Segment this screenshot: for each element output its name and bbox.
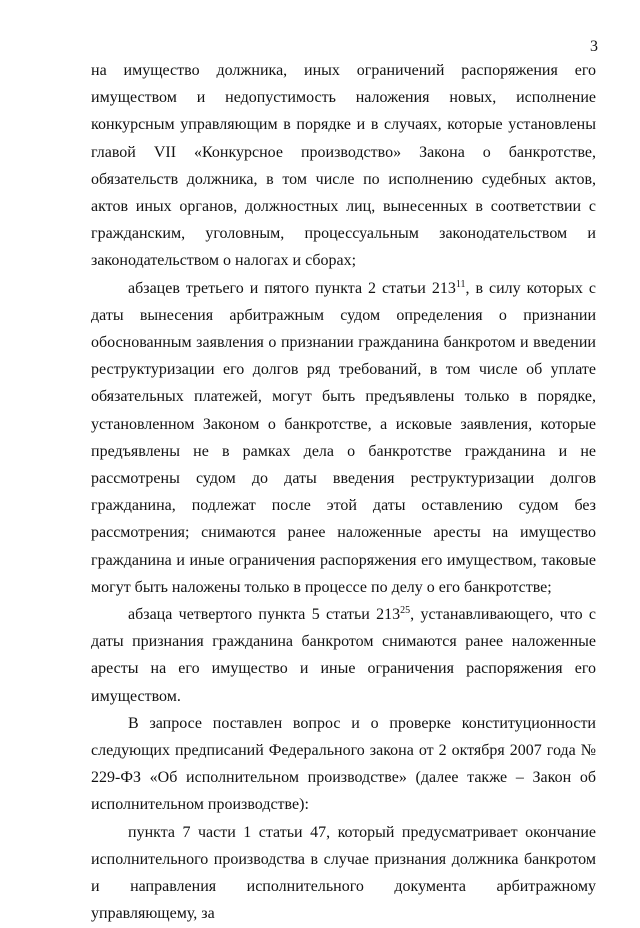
paragraph-text-end: , устанавливающего, что с даты признания гражданина банкротом снимаются ранее наложенные аресты на его имущество и иные ограничения распоряжения его имуществом. [91, 606, 596, 705]
paragraph-article-213-11 [91, 275, 596, 601]
superscript-25: 25 [400, 605, 411, 617]
paragraph-continuation: на имущество должника, иных ограничений распоряжения его имуществом и недопустимость наложения новых, исполнение конкурсным управляющим в порядке и в случаях, которые установлены главой VII «Конкурсное производство» Закона о банкротстве, обязательств должника, в том числе по исполнению судебных актов, актов иных органов, должностных лиц, вынесенных в соответствии с гражданским, уголовным, процессуальным законодательством и законодательством о налогах и сборах; [91, 62, 596, 270]
paragraph-article-213-25 [91, 601, 596, 710]
paragraph-enforcement-law: В запросе поставлен вопрос и о проверке конституционности следующих предписаний Федерального закона от 2 октября 2007 года № 229-ФЗ «Об исполнительном производстве» (далее также – Закон об исполнительном производстве): [91, 714, 596, 814]
superscript-11: 11 [455, 278, 466, 290]
page-number: 3 [590, 38, 598, 55]
paragraph-text-end: , в силу которых с даты вынесения арбитражным судом определения о признании обоснованным заявления о признании гражданина банкротом и введении реструктуризации его долгов ряд требований, в том числе об уплате обязательных платежей, могут быть предъявлены только в порядке, установленном Законом о банкротстве, а исковые заявления, которые предъявлены не в рамках дела о банкротстве гражданина и не рассмотрены судом до даты введения реструктуризации долгов гражданина, подлежат после этой даты оставлению судом без рассмотрения; снимаются ранее наложенные аресты на имущество гражданина и иные ограничения распоряжения его имуществом, таковые могут быть наложены только в процессе по делу о его банкротстве; [91, 279, 596, 596]
paragraph-text-start: абзацев третьего и пятого пункта 2 статьи 213 [128, 279, 456, 297]
paragraph-article-47: пункта 7 части 1 статьи 47, который предусматривает окончание исполнительного производства в случае признания должника банкротом и направления исполнительного документа арбитражному управляющему, за [91, 823, 596, 923]
paragraph-text-start: абзаца четвертого пункта 5 статьи 213 [128, 606, 401, 624]
document-body [91, 57, 596, 928]
